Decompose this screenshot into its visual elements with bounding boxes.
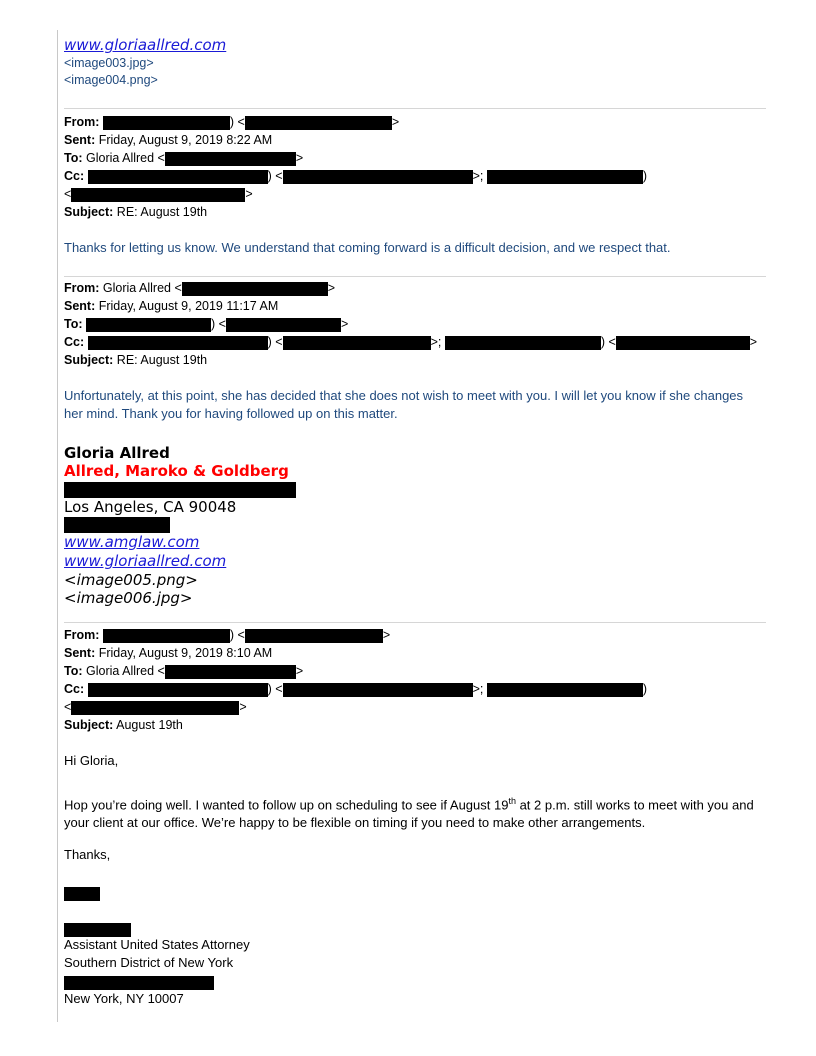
redaction	[103, 116, 230, 130]
redaction	[71, 188, 245, 202]
sender-initials-redacted	[64, 885, 100, 903]
cc-line: Cc: ) < >; )	[64, 169, 647, 183]
sender-city: New York, NY 10007	[64, 991, 184, 1006]
to-line: To: ) < >	[64, 317, 349, 331]
email-body: Thanks for letting us know. We understand that coming forward is a difficult decision, and we respect that.	[64, 240, 671, 255]
sender-title: Assistant United States Attorney	[64, 937, 250, 952]
redaction	[64, 482, 296, 498]
redaction	[283, 170, 473, 184]
redaction	[88, 336, 268, 350]
signature-name: Gloria Allred	[64, 444, 170, 462]
gloriaallred-link-top[interactable]: www.gloriaallred.com	[64, 36, 227, 54]
redaction	[86, 318, 211, 332]
redaction	[445, 336, 601, 350]
redaction	[103, 629, 230, 643]
signature-address-redacted	[64, 481, 296, 499]
subject-line: Subject: RE: August 19th	[64, 205, 208, 219]
separator	[64, 108, 766, 109]
to-line: To: Gloria Allred < >	[64, 664, 304, 678]
cc-line-cont: < >	[64, 700, 247, 714]
sent-line: Sent: Friday, August 9, 2019 11:17 AM	[64, 299, 279, 313]
image-placeholder: <image006.jpg>	[64, 589, 193, 607]
email-body: Hop you’re doing well. I wanted to follow up on scheduling to see if August 19th at 2 p.m. still works to meet with you and your client at our office. We’re happy to be flexible on timing if you need to make other arrangements.	[64, 796, 754, 831]
redaction	[64, 887, 100, 901]
signature-city: Los Angeles, CA 90048	[64, 498, 237, 516]
image-placeholder: <image003.jpg>	[64, 56, 154, 70]
redaction	[182, 282, 328, 296]
redaction	[165, 665, 296, 679]
redaction	[64, 923, 131, 937]
redaction	[283, 683, 473, 697]
redaction	[88, 170, 268, 184]
redaction	[245, 116, 392, 130]
subject-line: Subject: August 19th	[64, 718, 183, 732]
cc-line-cont: < >	[64, 187, 253, 201]
greeting: Hi Gloria,	[64, 753, 119, 768]
separator	[64, 276, 766, 277]
from-line: From: Gloria Allred < >	[64, 281, 336, 295]
redaction	[283, 336, 431, 350]
signature-firm: Allred, Maroko & Goldberg	[64, 462, 289, 480]
redaction	[165, 152, 296, 166]
email-body: Unfortunately, at this point, she has decided that she does not wish to meet with you. I will let you know if she changes her mind. Thank you for having followed up on this matter.	[64, 388, 744, 421]
cc-line: Cc: ) < >; )	[64, 682, 647, 696]
separator	[64, 622, 766, 623]
redaction	[616, 336, 750, 350]
image-placeholder: <image004.png>	[64, 73, 158, 87]
quote-rule	[57, 30, 58, 1022]
sent-line: Sent: Friday, August 9, 2019 8:22 AM	[64, 133, 273, 147]
from-line: From: ) < >	[64, 115, 400, 129]
sender-office: Southern District of New York	[64, 955, 234, 970]
redaction	[487, 683, 643, 697]
redaction	[245, 629, 383, 643]
redaction	[71, 701, 239, 715]
redaction	[487, 170, 643, 184]
to-line: To: Gloria Allred < >	[64, 151, 304, 165]
redaction	[64, 517, 170, 533]
subject-line: Subject: RE: August 19th	[64, 353, 208, 367]
closing: Thanks,	[64, 847, 111, 862]
sent-line: Sent: Friday, August 9, 2019 8:10 AM	[64, 646, 273, 660]
image-placeholder: <image005.png>	[64, 571, 198, 589]
redaction	[226, 318, 341, 332]
gloriaallred-link[interactable]: www.gloriaallred.com	[64, 552, 227, 570]
from-line: From: ) < >	[64, 628, 391, 642]
redaction	[64, 976, 214, 990]
redaction	[88, 683, 268, 697]
signature-phone-redacted	[64, 516, 170, 534]
amglaw-link[interactable]: www.amglaw.com	[64, 533, 200, 551]
cc-line: Cc: ) < >; ) < >	[64, 335, 758, 349]
